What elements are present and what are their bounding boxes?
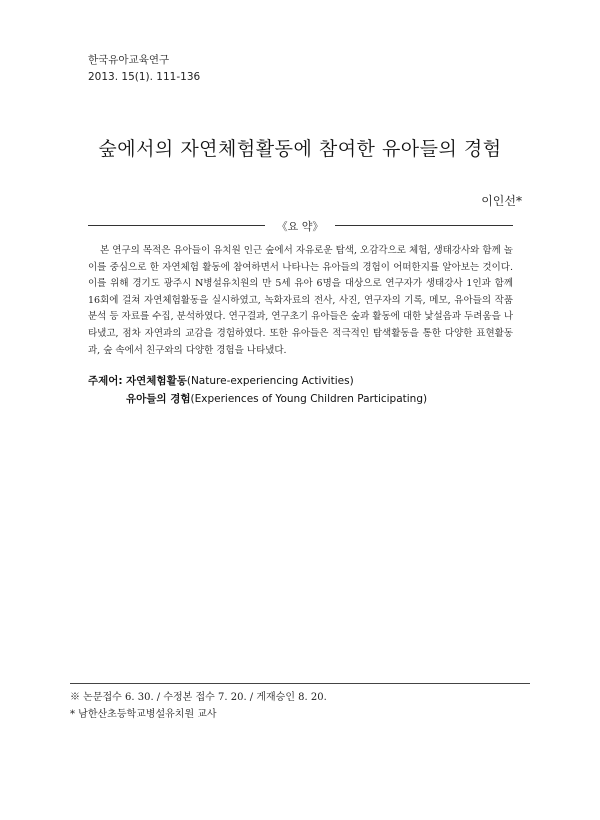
abstract-body: 본 연구의 목적은 유아들이 유치원 인근 숲에서 자유로운 탐색, 오감각으로 체험, 생태강사와 함께 놀이를 중심으로 한 자연체험 활동에 참여하면서 나타나는 유아들의 경험이 어떠한지를 알아보는 것이다. 이를 위해 경기도 광주시 N병설유치원의 만 5세 유아 6명을 대상으로 연구자가 생태강사 1인과 함께 16회에 걸쳐 자연체험활동을 실시하였고, 녹화자료의 전사, 사진, 연구자의 기록, 메모, 유아들의 작품 분석 등 자료를 수집, 분석하였다. 연구결과, 연구초기 유아들은 숲과 활동에 대한 낯설음과 두려움을 나타냈고, 점차 자연과의 교감을 경험하였다. 또한 유아들은 적극적인 탐색활동을 통한 다양한 표현활동과, 숲 속에서 친구와의 다양한 경험을 나타냈다.: [88, 245, 513, 356]
keywords-label: 주제어:: [88, 375, 123, 387]
footnote-divider: [70, 683, 530, 684]
keyword-line-2: [88, 390, 427, 408]
footnote-affiliation: * 남한산초등학교병설유치원 교사: [70, 709, 217, 720]
journal-header: [88, 52, 200, 86]
journal-citation: 2013. 15(1). 111-136: [88, 71, 201, 83]
paper-title: 숲에서의 자연체험활동에 참여한 유아들의 경험: [98, 138, 502, 160]
keyword-ko: 유아들의 경험: [126, 393, 191, 405]
abstract-heading: [0, 218, 600, 234]
journal-name: 한국유아교육연구: [88, 54, 170, 66]
footnote-dates: ※ 논문접수 6. 30. / 수정본 접수 7. 20. / 게재승인 8. 20.: [70, 692, 327, 703]
author-name: 이인선*: [481, 194, 522, 208]
footnotes: [70, 689, 327, 723]
keywords-block: [88, 372, 427, 408]
keyword-line-1: [88, 372, 427, 390]
keyword-en: (Experiences of Young Children Participating): [190, 393, 428, 405]
abstract-heading-text: 《요 약》: [265, 220, 336, 233]
keyword-en: (Nature-experiencing Activities): [186, 375, 354, 387]
keyword-ko: 자연체험활동: [126, 375, 187, 387]
